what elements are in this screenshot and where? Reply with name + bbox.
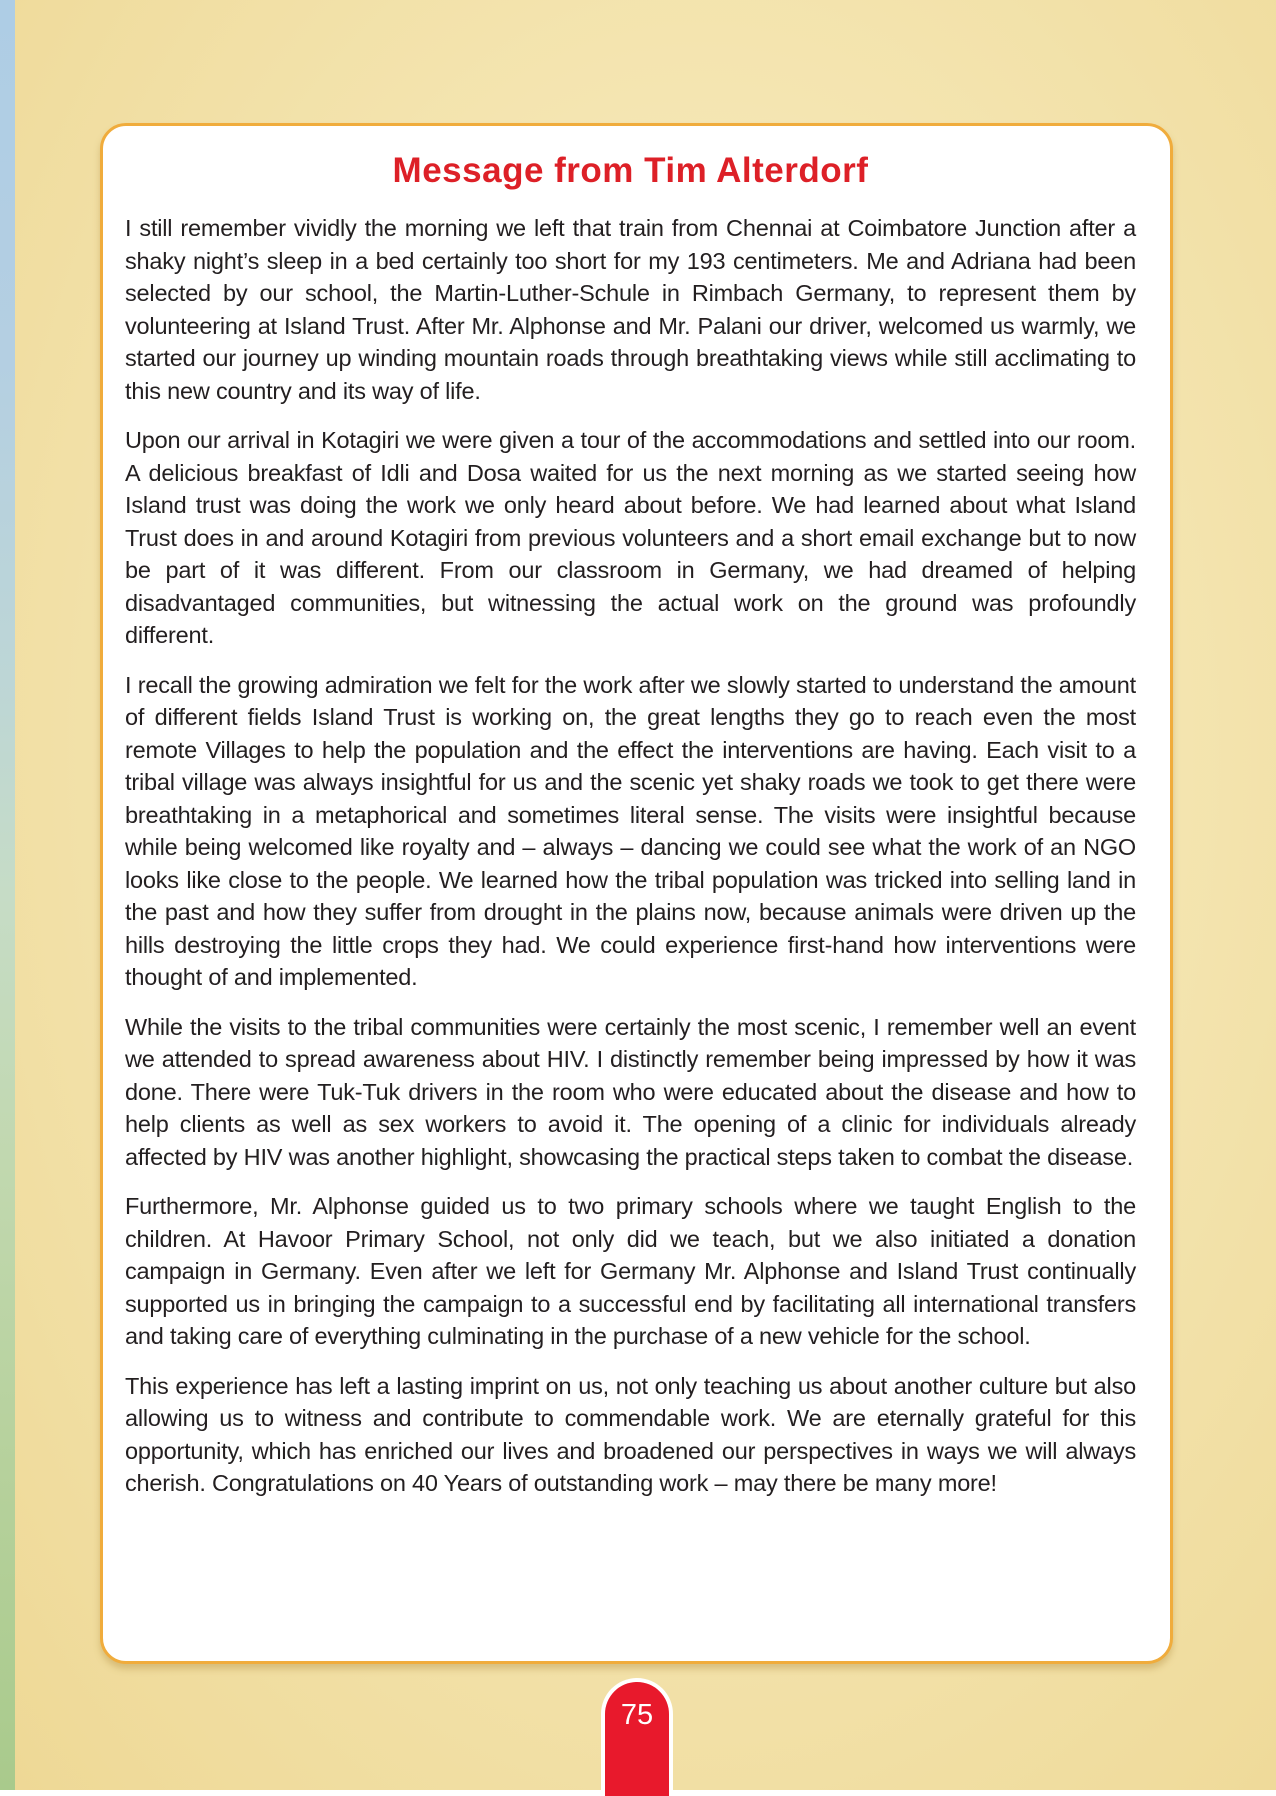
page-title: Message from Tim Alterdorf — [392, 151, 869, 190]
paragraph-schools: Furthermore, Mr. Alphonse guided us to two primary schools where we taught English to the children. At Havoor Primary School, not only did we teach, but we also initiated a donation campaign in Germany. Even after we left for Germany Mr. Alphonse and Island Trust continually supported us in bringing the campaign to a successful end by facilitating all international transfers and taking care of everything culminating in the purchase of a new vehicle for the school. — [125, 1193, 1136, 1349]
page-number-tab — [601, 1678, 673, 1796]
paragraph-closing: This experience has left a lasting imprint on us, not only teaching us about another culture but also allowing us to witness and contribute to commendable work. We are eternally grateful for this opportunity, which has enriched our lives and broadened our perspectives in ways we will always cherish. Congratulations on 40 Years of outstanding work – may there be many more! — [125, 1372, 1136, 1496]
paragraph-hiv-awareness: While the visits to the tribal communities were certainly the most scenic, I remember well an event we attended to spread awareness about HIV. I distinctly remember being impressed by how it was done. There were Tuk-Tuk drivers in the room who were educated about the disease and how to help clients as well as sex workers to avoid it. The opening of a clinic for individuals already affected by HIV was another highlight, showcasing the practical steps taken to combat the disease. — [125, 1013, 1136, 1170]
paragraph-admiration: I recall the growing admiration we felt for the work after we slowly started to understand the amount of different fields Island Trust is working on, the great lengths they go to reach even the most remote Villages to help the population and the effect the interventions are having. Each visit to a tribal village was always insightful for us and the scenic yet shaky roads we took to get there were breathtaking in a metaphorical and sometimes literal sense. The visits were insightful because while being welcomed like royalty and – always – dancing we could see what the work of an NGO looks like close to the people. We learned how the tribal population was tricked into selling land in the past and how they suffer from drought in the plains now, because animals were driven up the hills destroying the little crops they had. We could experience first-hand how interventions were thought of and implemented. — [125, 671, 1136, 990]
page-edge-gradient — [0, 0, 15, 1790]
paragraph-intro: I still remember vividly the morning we left that train from Chennai at Coimbatore Junction after a shaky night’s sleep in a bed certainly too short for my 193 centimeters. Me and Adriana had been selected by our school, the Martin-Luther-Schule in Rimbach Germany, to represent them by volunteering at Island Trust. After Mr. Alphonse and Mr. Palani our driver, welcomed us warmly, we started our journey up winding mountain roads through breathtaking views while still acclimating to this new country and its way of life. — [125, 215, 1136, 404]
paragraph-arrival: Upon our arrival in Kotagiri we were given a tour of the accommodations and settled into our room. A delicious breakfast of Idli and Dosa waited for us the next morning as we started seeing how Island trust was doing the work we only heard about before. We had learned about what Island Trust does in and around Kotagiri from previous volunteers and a short email exchange but to now be part of it was different. From our classroom in Germany, we had dreamed of helping disadvantaged communities, but witnessing the actual work on the ground was profoundly different. — [125, 427, 1136, 648]
message-card — [100, 123, 1173, 1664]
page-number: 75 — [620, 1699, 654, 1731]
